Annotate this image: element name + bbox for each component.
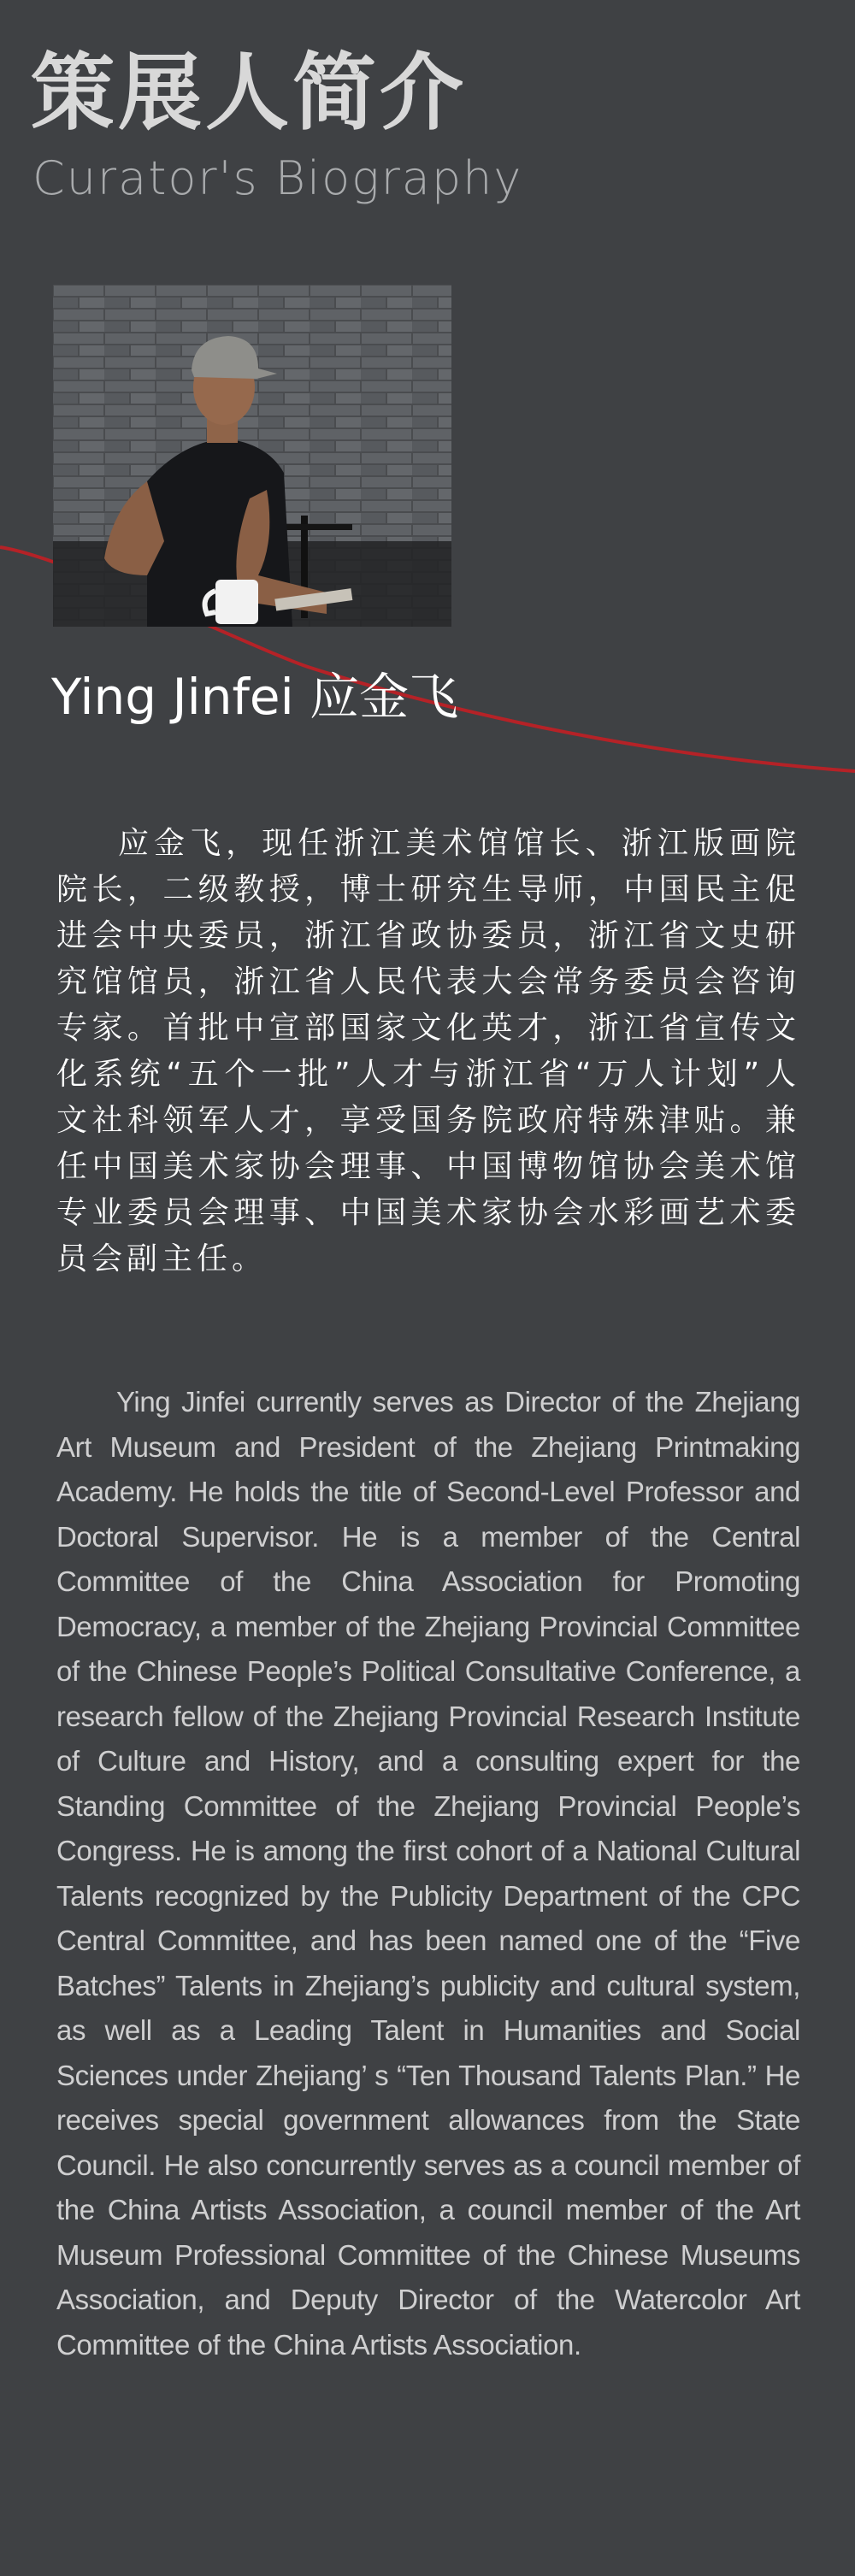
curator-photo	[53, 285, 451, 627]
page-title-chinese: 策展人简介	[31, 44, 468, 142]
biography-english: Ying Jinfei currently serves as Director of the Zhejiang Art Museum and President of the Zhejiang Printmaking Academy. He holds the title of Second-Level Professor and Doctoral Supervisor. He is a member of the Central Committee of the China Association for Promoting Democracy, a member of the Zhejiang Provincial Committee of the Chinese People’s Political Consultative Conference, a research fellow of the Zhejiang Provincial Research Institute of Culture and History, and a consulting expert for the Standing Committee of the Zhejiang Provincial People’s Congress. He is among the first cohort of a National Cultural Talents recognized by the Publicity Department of the CPC Central Committee, and has been named one of the “Five Batches” Talents in Zhejiang’s publicity and cultural system, as well as a Leading Talent in Humanities and Social Sciences under Zhejiang’ s “Ten Thousand Talents Plan.” He receives special government allowances from the State Council. He also concurrently serves as a council member of the China Artists Association, a council member of the Art Museum Professional Committee of the Chinese Museums Association, and Deputy Director of the Watercolor Art Committee of the China Artists Association.	[56, 1386, 800, 2361]
curator-name: Ying Jinfei 应金飞	[51, 668, 459, 726]
biography-chinese: 应金飞，现任浙江美术馆馆长、浙江版画院院长，二级教授，博士研究生导师，中国民主促进会中央委员，浙江省政协委员，浙江省文史研究馆馆员，浙江省人民代表大会常务委员会咨询专家。首批中宣部国家文化英才，浙江省宣传文化系统“五个一批”人才与浙江省“万人计划”人文社科领军人才，享受国务院政府特殊津贴。兼任中国美术家协会理事、中国博物馆协会美术馆专业委员会理事、中国美术家协会水彩画艺术委员会副主任。	[56, 826, 800, 1276]
page-title-english: Curator's Biography	[32, 151, 523, 205]
